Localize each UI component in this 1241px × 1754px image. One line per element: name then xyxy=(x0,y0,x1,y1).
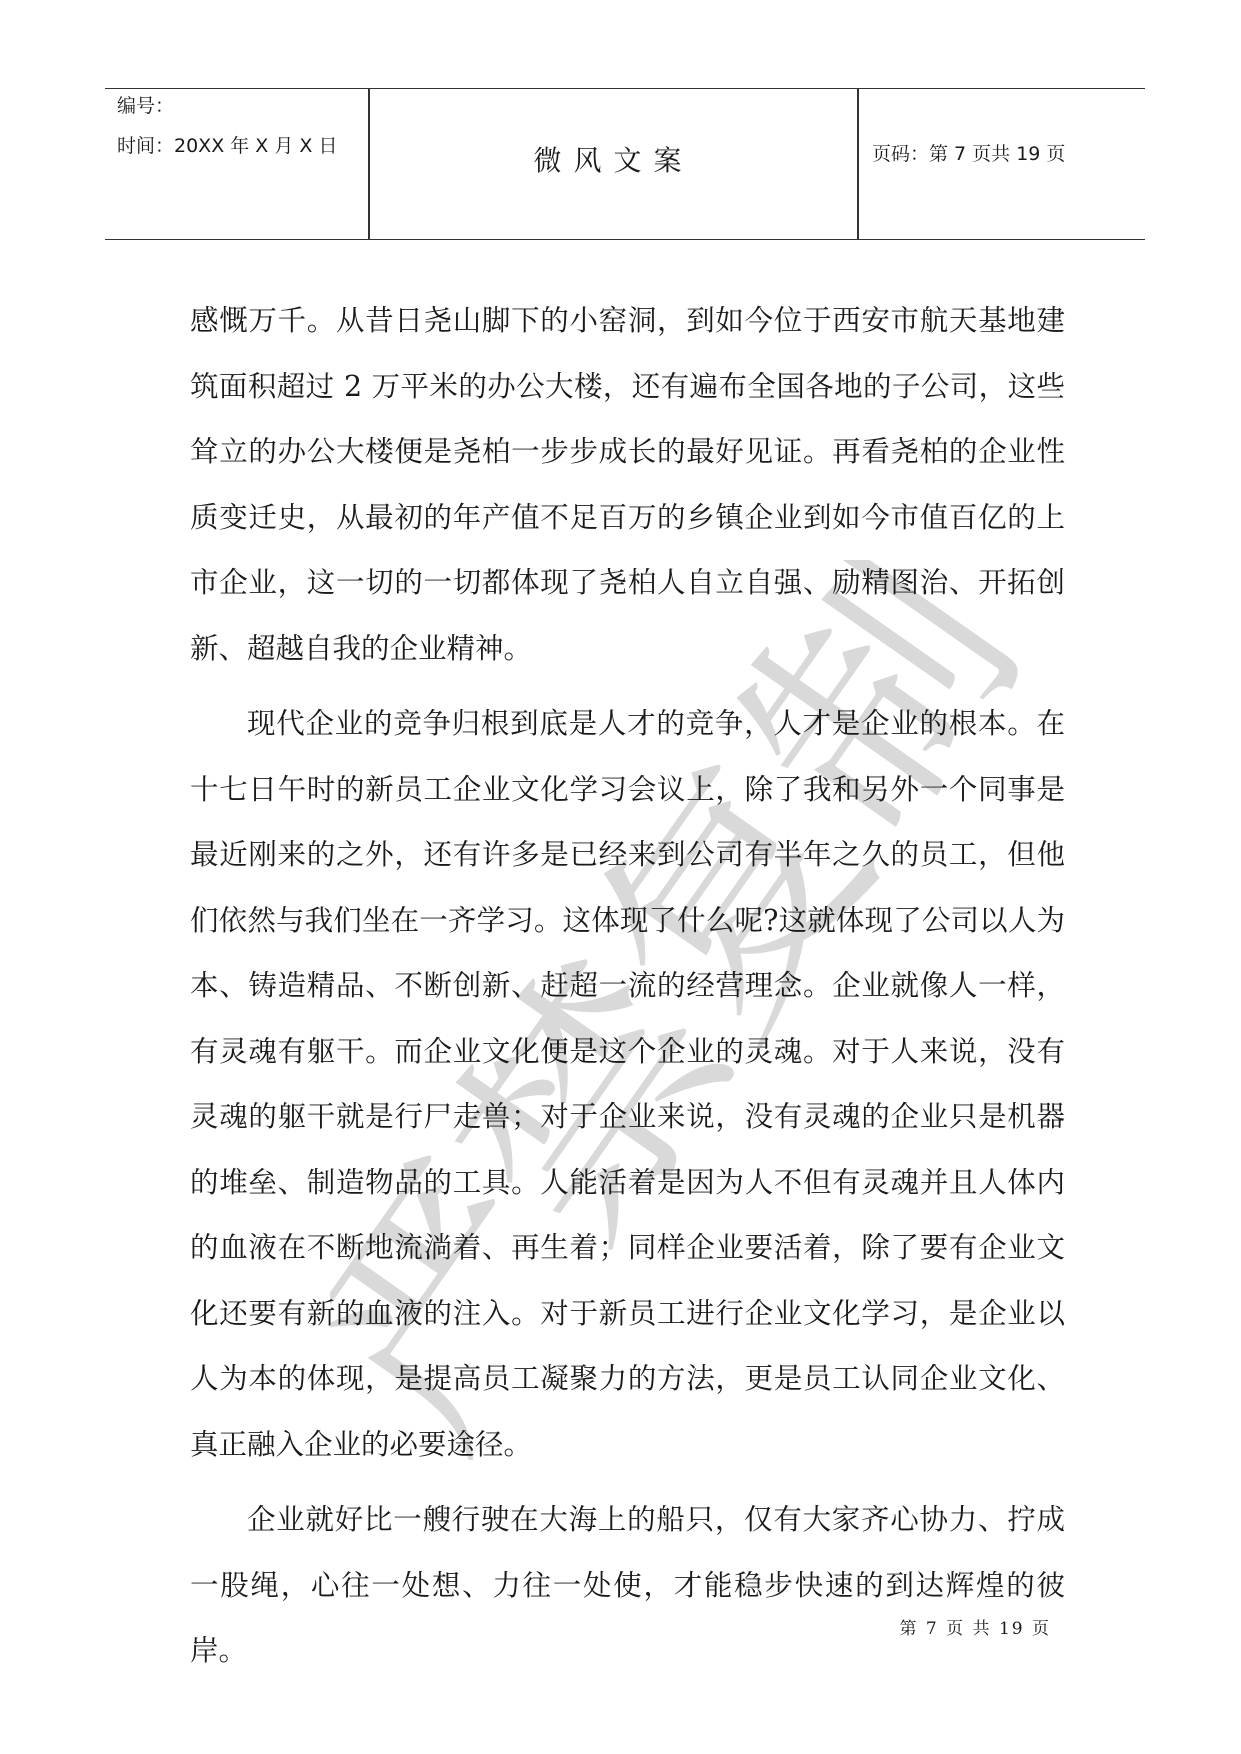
header-number-label: 编号： xyxy=(117,95,175,117)
paragraph-3: 企业就好比一艘行驶在大海上的船只，仅有大家齐心协力、拧成一股绳，心往一处想、力往一处使，才能稳步快速的到达辉煌的彼岸。 xyxy=(190,1503,1065,1667)
document-header xyxy=(105,88,1145,240)
header-divider-right xyxy=(857,89,859,239)
header-page-label: 页码：第 7 页共 19 页 xyxy=(872,143,1066,165)
watermark-text: 严禁复制 xyxy=(330,560,1030,1460)
paragraph-2: 现代企业的竞争归根到底是人才的竞争，人才是企业的根本。在十七日午时的新员工企业文化学习会议上，除了我和另外一个同事是最近刚来的之外，还有许多是已经来到公司有半年之久的员工，但他们依然与我们坐在一齐学习。这体现了什么呢?这就体现了公司以人为本、铸造精品、不断创新、赶超一流的经营理念。企业就像人一样，有灵魂有躯干。而企业文化便是这个企业的灵魂。对于人来说，没有灵魂的躯干就是行尸走兽；对于企业来说，没有灵魂的企业只是机器的堆垒、制造物品的工具。人能活着是因为人不但有灵魂并且人体内的血液在不断地流淌着、再生着；同样企业要活着，除了要有企业文化还要有新的血液的注入。对于新员工进行企业文化学习，是企业以人为本的体现，是提高员工凝聚力的方法，更是员工认同企业文化、真正融入企业的必要途径。 xyxy=(190,707,1065,1461)
header-title: 微风文案 xyxy=(533,144,694,177)
paragraph-1: 感慨万千。从昔日尧山脚下的小窑洞，到如今位于西安市航天基地建筑面积超过 2 万平米的办公大楼，还有遍布全国各地的子公司，这些耸立的办公大楼便是尧柏一步步成长的最好见证。再看尧柏的企业性质变迁史，从最初的年产值不足百万的乡镇企业到如今市值百亿的上市企业，这一切的一切都体现了尧柏人自立自强、励精图治、开拓创新、超越自我的企业精神。 xyxy=(190,304,1065,665)
header-date-label: 时间：20XX 年 X 月 X 日 xyxy=(117,135,338,157)
header-meta xyxy=(117,93,337,159)
document-body xyxy=(190,288,1065,1684)
page-footer: 第 7 页 共 19 页 xyxy=(899,1619,1051,1639)
